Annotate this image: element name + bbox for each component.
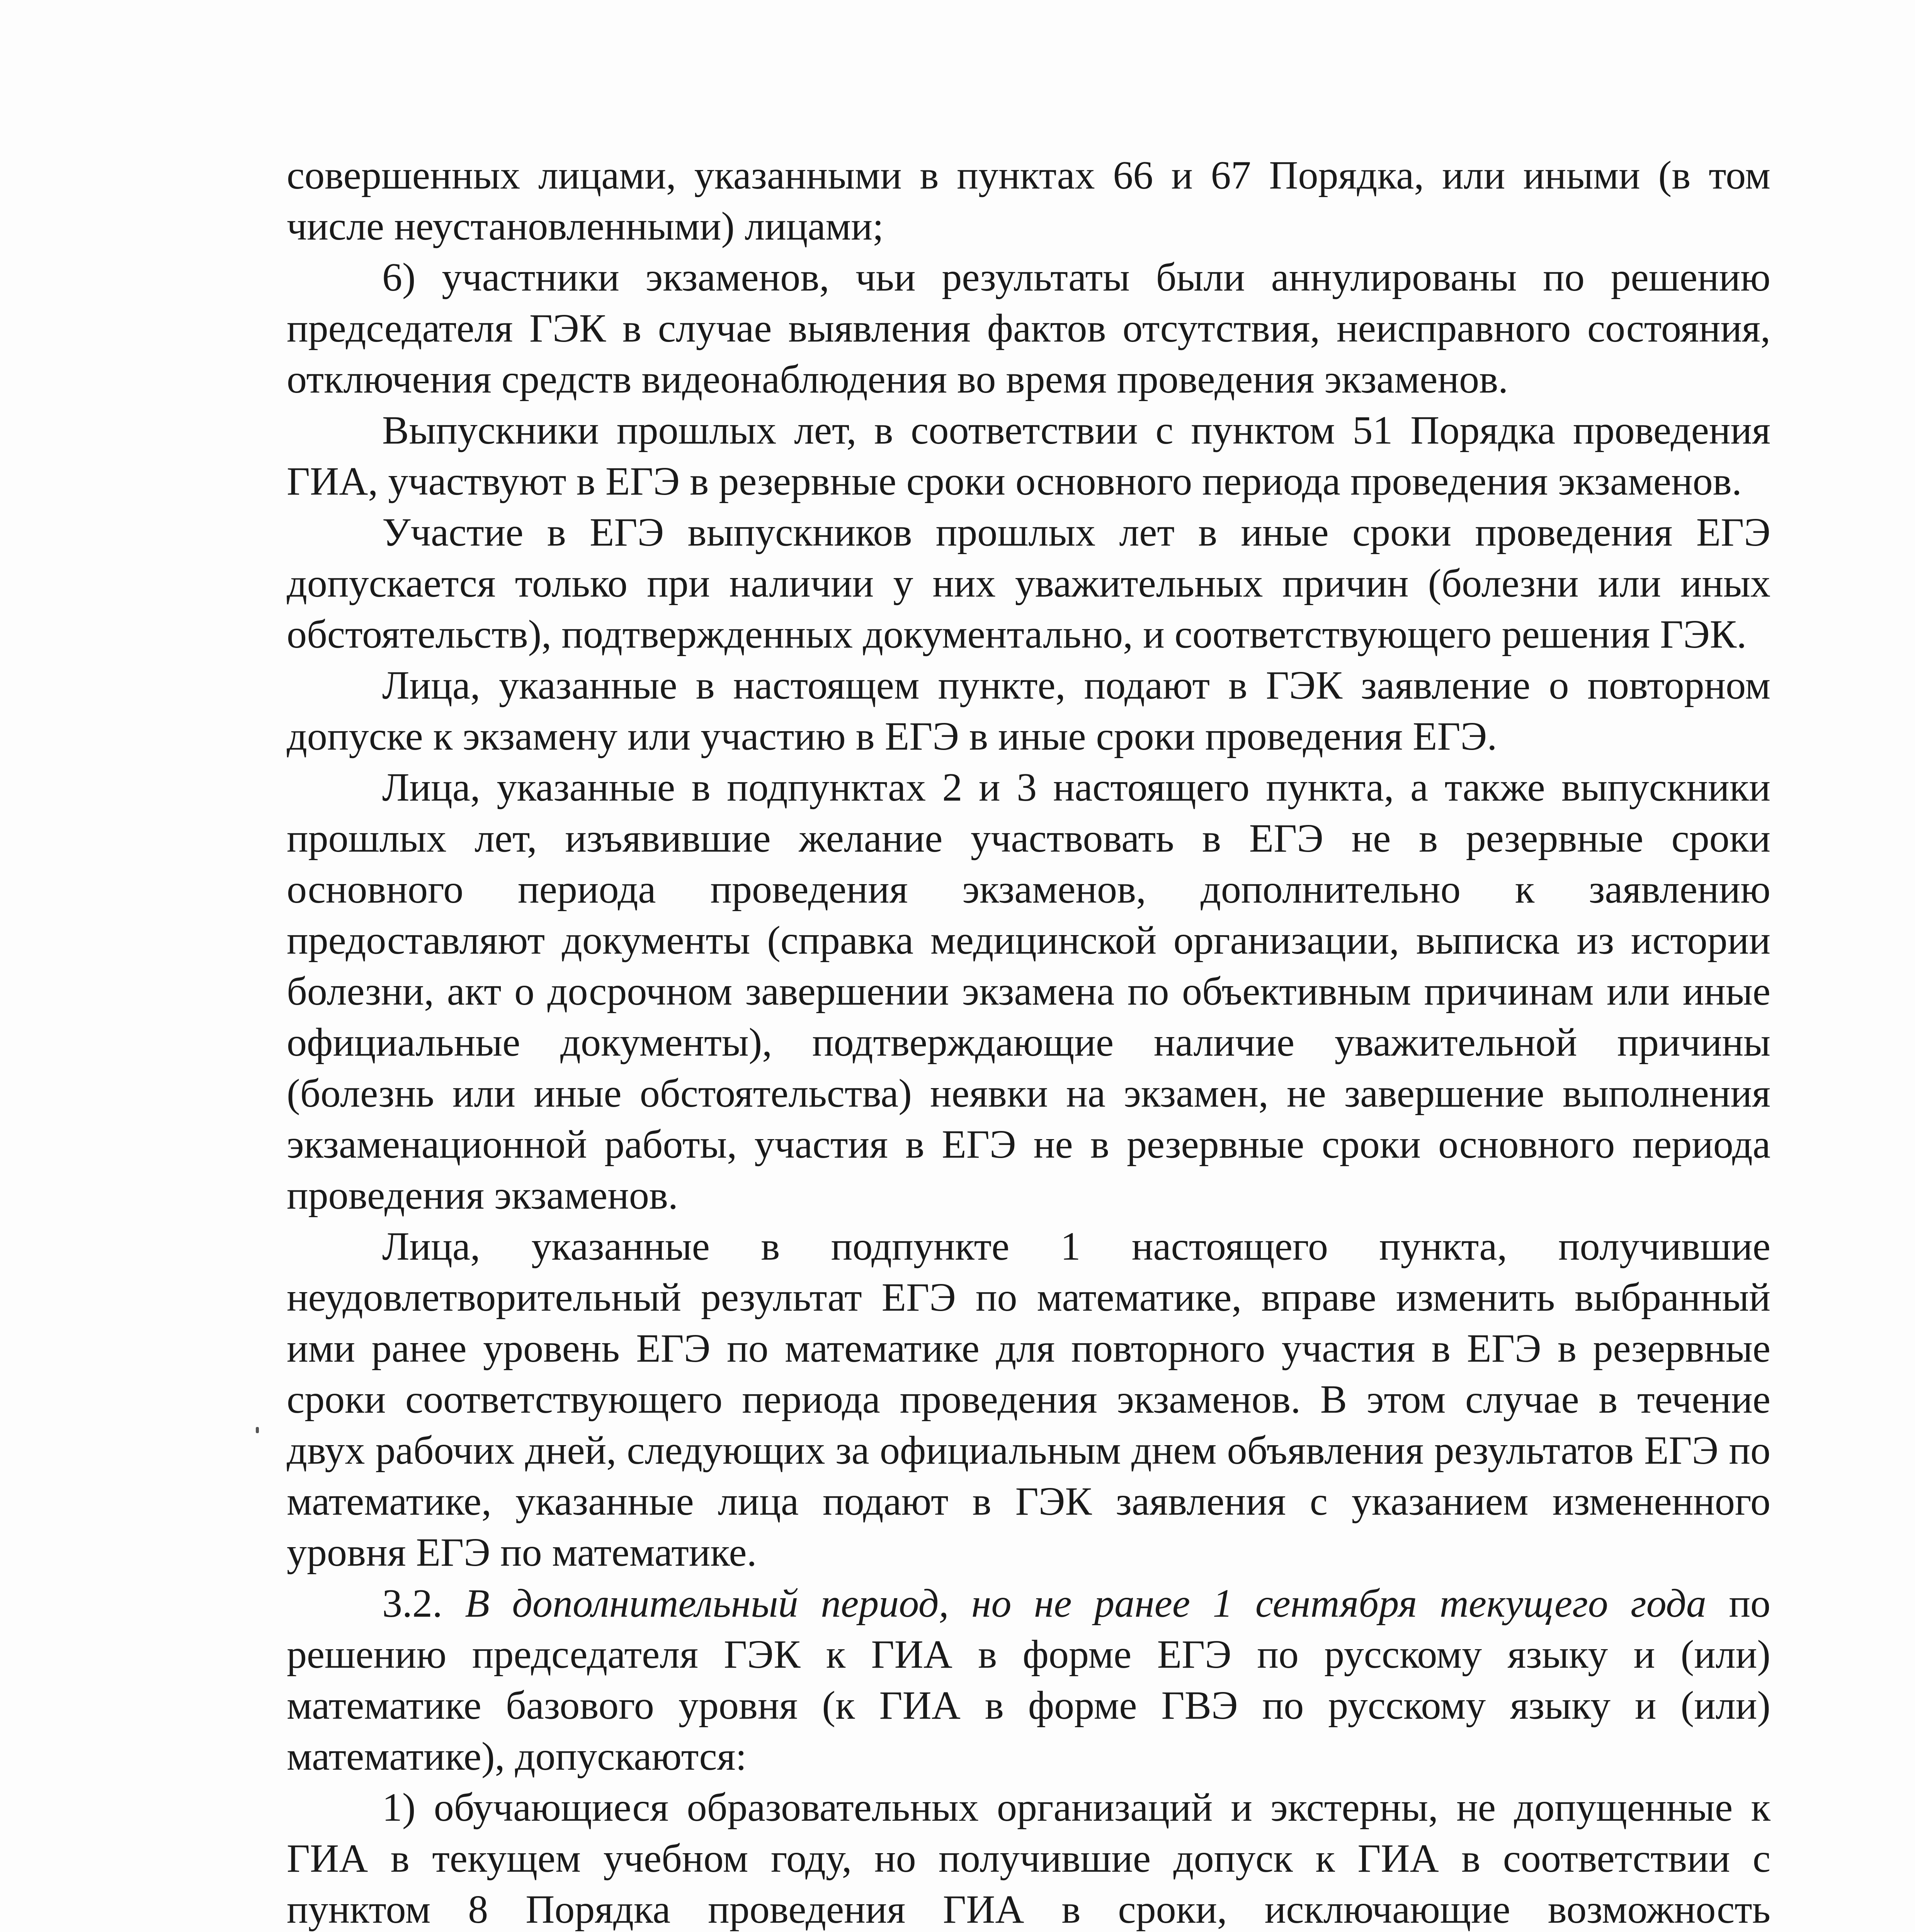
paragraph-item-6: 6) участники экзаменов, чьи результаты были аннулированы по решению председателя ГЭК в случае выявления фактов отсутствия, неисправного состояния, отключения средств видеонаблюдения во время проведения экзаменов. <box>287 255 1770 401</box>
paragraph-continuation: совершенных лицами, указанными в пунктах 66 и 67 Порядка, или иными (в том числе неустановленными) лицами; <box>287 153 1770 248</box>
scan-speck <box>256 1427 259 1433</box>
section-italic-heading: В дополнительный период, но не ранее 1 сентября текущего года <box>465 1581 1706 1626</box>
section-body: по решению председателя ГЭК к ГИА в форме ЕГЭ по русскому языку и (или) математике базового уровня (к ГИА в форме ГВЭ по русскому языку и (или) математике), допускаются: <box>287 1581 1771 1779</box>
document-body <box>287 150 1770 1932</box>
paragraph-math-level-change: Лица, указанные в подпункте 1 настоящего пункта, получившие неудовлетворительный результат ЕГЭ по математике, вправе изменить выбранный ими ранее уровень ЕГЭ по математике для повторного участия в ЕГЭ в резервные сроки соответствующего периода проведения экзаменов. В этом случае в течение двух рабочих дней, следующих за официальным днем объявления результатов ЕГЭ по математике, указанные лица подают в ГЭК заявления с указанием измененного уровня ЕГЭ по математике. <box>287 1224 1770 1575</box>
paragraph-graduates-previous-years: Выпускники прошлых лет, в соответствии с пунктом 51 Порядка проведения ГИА, участвуют в ЕГЭ в резервные сроки основного периода проведения экзаменов. <box>287 408 1770 503</box>
paragraph-section-3-2 <box>287 1578 1770 1782</box>
paragraph-application: Лица, указанные в настоящем пункте, подают в ГЭК заявление о повторном допуске к экзамену или участию в ЕГЭ в иные сроки проведения ЕГЭ. <box>287 663 1770 759</box>
paragraph-supporting-documents: Лица, указанные в подпунктах 2 и 3 настоящего пункта, а также выпускники прошлых лет, изъявившие желание участвовать в ЕГЭ не в резервные сроки основного периода проведения экзаменов, дополнительно к заявлению предоставляют документы (справка медицинской организации, выписка из истории болезни, акт о досрочном завершении экзамена по объективным причинам или иные официальные документы), подтверждающие наличие уважительной причины (болезнь или иные обстоятельства) неявки на экзамен, не завершение выполнения экзаменационной работы, участия в ЕГЭ не в резервные сроки основного периода проведения экзаменов. <box>287 765 1770 1218</box>
section-number: 3.2. <box>382 1581 465 1626</box>
paragraph-participation-other-dates: Участие в ЕГЭ выпускников прошлых лет в иные сроки проведения ЕГЭ допускается только при наличии у них уважительных причин (болезни или иных обстоятельств), подтвержденных документально, и соответствующего решения ГЭК. <box>287 510 1770 656</box>
paragraph-item-1: 1) обучающиеся образовательных организаций и экстерны, не допущенные к ГИА в текущем учебном году, но получившие допуск к ГИА в соответствии с пунктом 8 Порядка проведения ГИА в сроки, исключающие возможность <box>287 1785 1770 1932</box>
